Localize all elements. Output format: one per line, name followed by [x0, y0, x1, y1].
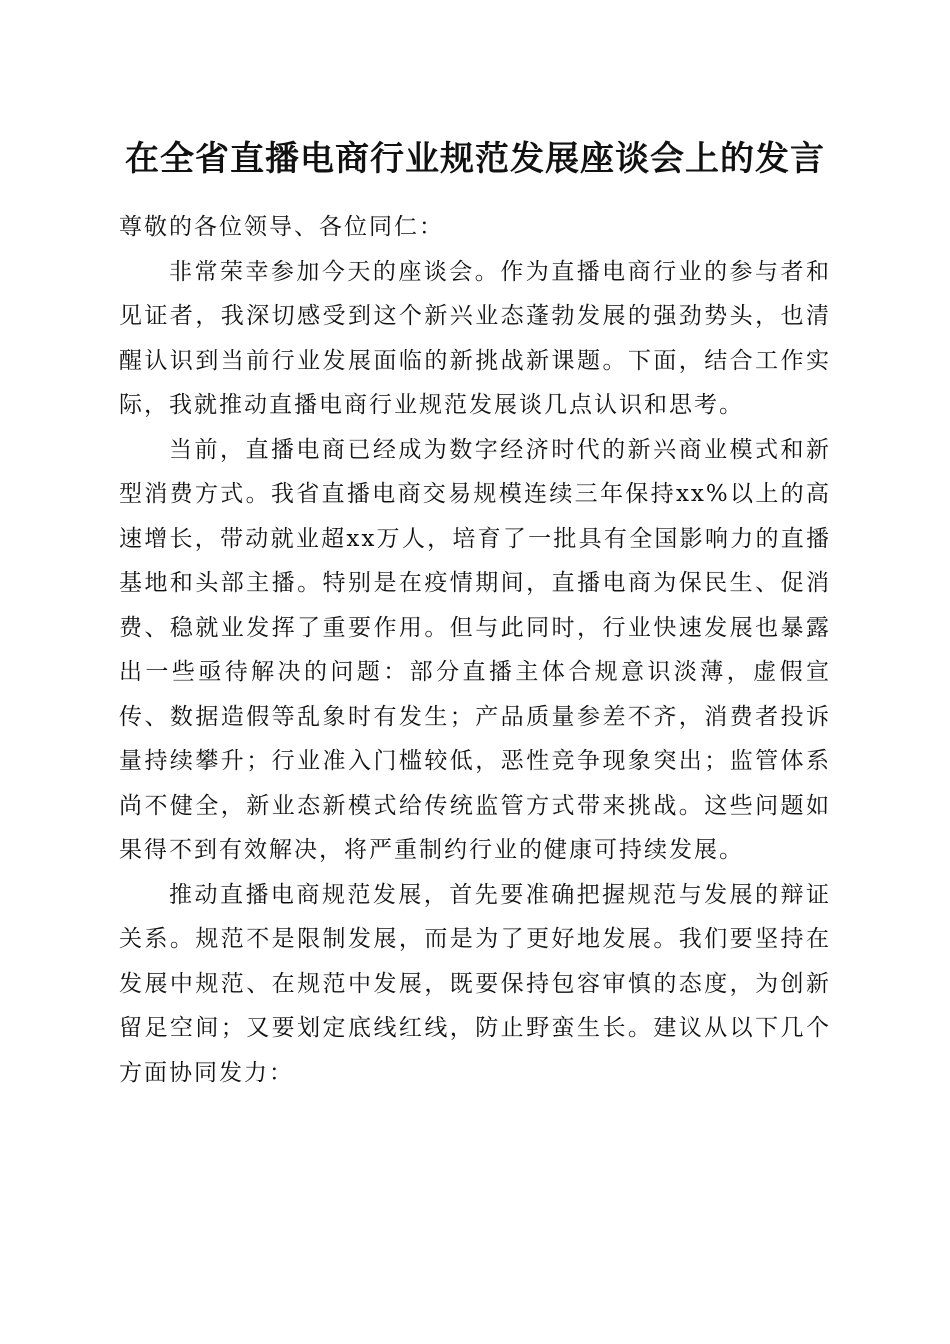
salutation: 尊敬的各位领导、各位同仁：	[119, 214, 444, 240]
paragraph-recommendations: 推动直播电商规范发展，首先要准确把握规范与发展的辩证关系。规范不是限制发展，而是为了更好地发展。我们要坚持在发展中规范、在规范中发展，既要保持包容审慎的态度，为创新留足空间；又要划定底线红线，防止野蛮生长。建议从以下几个方面协同发力：	[119, 881, 831, 1086]
paragraph-current-situation: 当前，直播电商已经成为数字经济时代的新兴商业模式和新型消费方式。我省直播电商交易规模连续三年保持xx%以上的高速增长，带动就业超xx万人，培育了一批具有全国影响力的直播基地和头部主播。特别是在疫情期间，直播电商为保民生、促消费、稳就业发挥了重要作用。但与此同时，行业快速发展也暴露出一些亟待解决的问题：部分直播主体合规意识淡薄，虚假宣传、数据造假等乱象时有发生；产品质量参差不齐，消费者投诉量持续攀升；行业准入门槛较低，恶性竞争现象突出；监管体系尚不健全，新业态新模式给传统监管方式带来挑战。这些问题如果得不到有效解决，将严重制约行业的健康可持续发展。	[119, 436, 831, 863]
document-title: 在全省直播电商行业规范发展座谈会上的发言	[125, 139, 825, 179]
paragraph-intro: 非常荣幸参加今天的座谈会。作为直播电商行业的参与者和见证者，我深切感受到这个新兴业态蓬勃发展的强劲势头，也清醒认识到当前行业发展面临的新挑战新课题。下面，结合工作实际，我就推动直播电商行业规范发展谈几点认识和思考。	[119, 258, 831, 418]
document-body	[119, 205, 831, 1095]
